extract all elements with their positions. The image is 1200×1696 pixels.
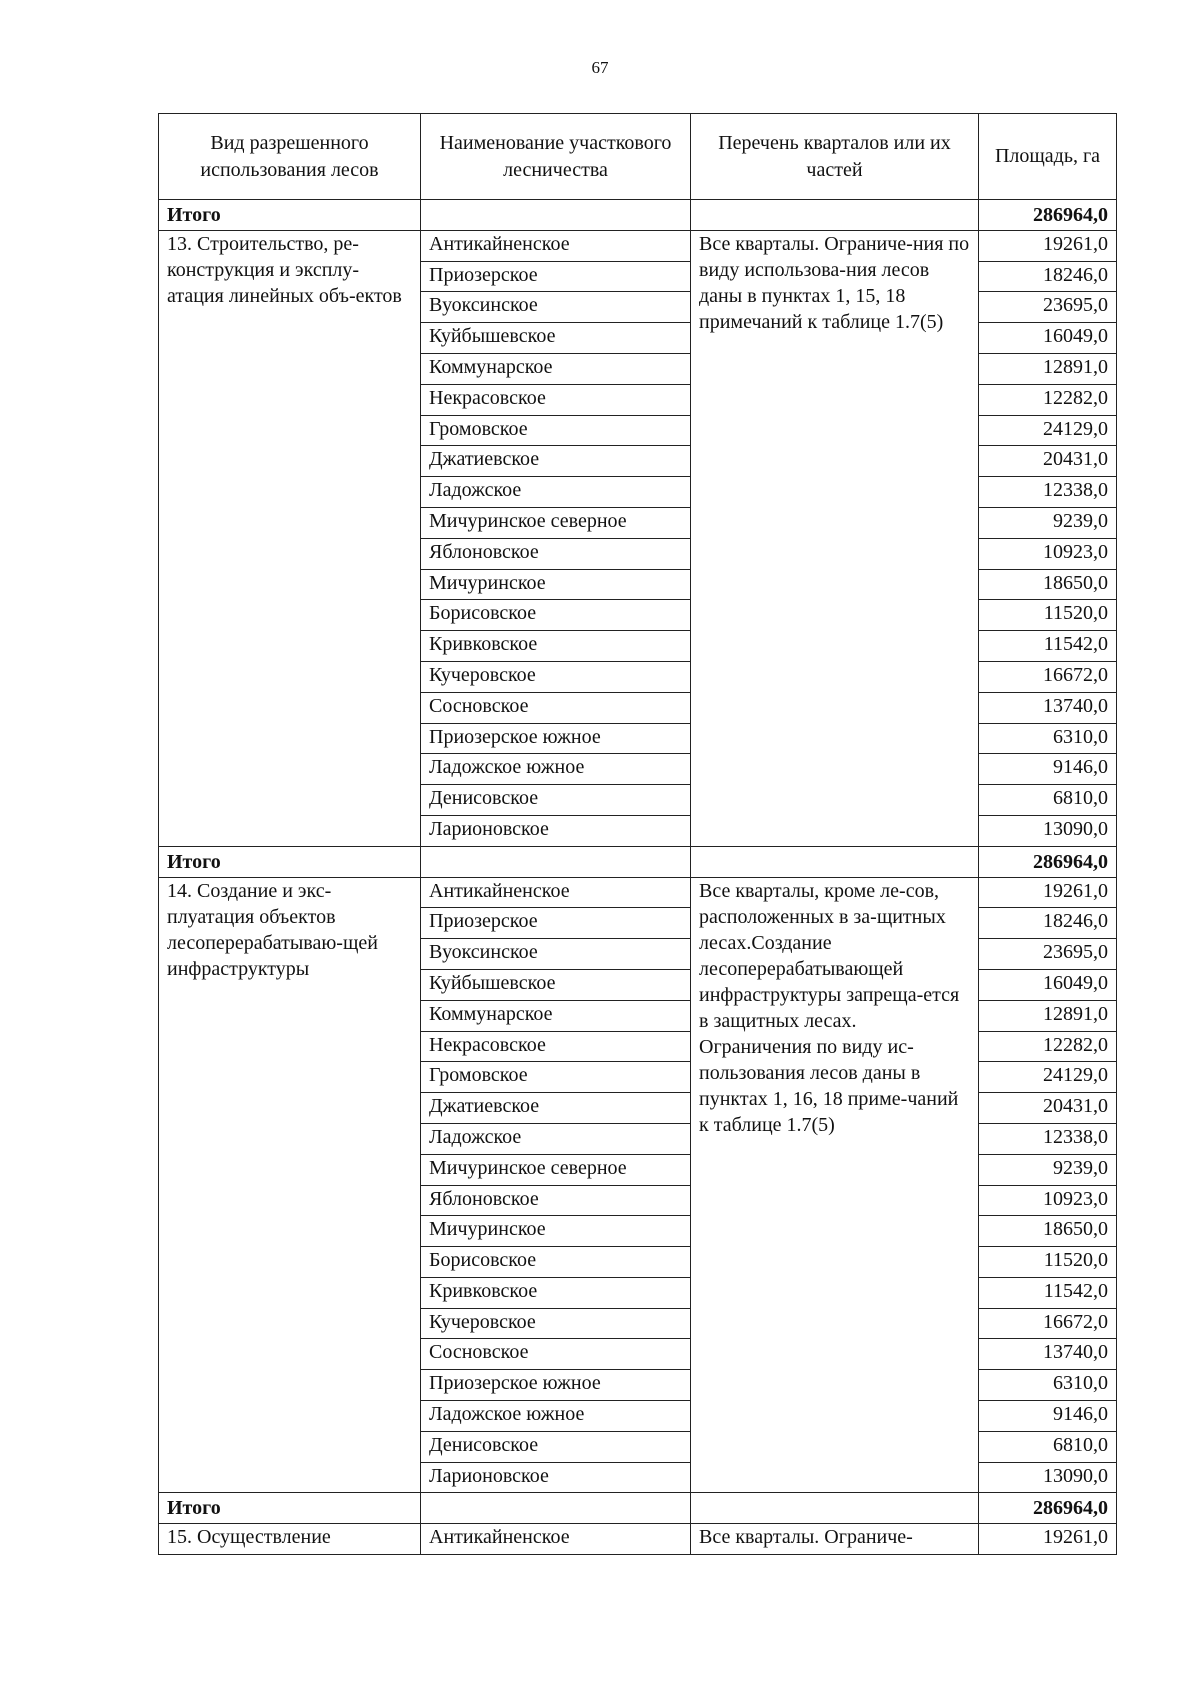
header-quarters: Перечень кварталов или их частей (691, 114, 979, 200)
area-cell: 12891,0 (979, 353, 1117, 384)
forestry-name-cell: Куйбышевское (421, 969, 691, 1000)
forestry-name-cell: Куйбышевское (421, 323, 691, 354)
forestry-name-cell: Кучеровское (421, 1308, 691, 1339)
area-cell: 13740,0 (979, 692, 1117, 723)
area-cell: 13090,0 (979, 1462, 1117, 1493)
area-cell: 10923,0 (979, 1185, 1117, 1216)
forestry-name-cell: Борисовское (421, 600, 691, 631)
forestry-name-cell: Ладожское (421, 1123, 691, 1154)
total-area: 286964,0 (979, 846, 1117, 877)
area-cell: 16672,0 (979, 1308, 1117, 1339)
total-empty-cell (421, 1493, 691, 1524)
area-cell: 9146,0 (979, 754, 1117, 785)
table-row (159, 230, 1117, 261)
area-cell: 12891,0 (979, 1000, 1117, 1031)
forestry-name-cell: Сосновское (421, 692, 691, 723)
forest-use-table (158, 113, 1117, 1555)
forestry-name-cell: Сосновское (421, 1339, 691, 1370)
area-cell: 19261,0 (979, 877, 1117, 908)
area-cell: 16049,0 (979, 969, 1117, 1000)
forestry-name-cell: Коммунарское (421, 1000, 691, 1031)
area-cell: 11520,0 (979, 1247, 1117, 1278)
total-label: Итого (159, 1493, 421, 1524)
forestry-name-cell: Мичуринское (421, 569, 691, 600)
total-empty-cell (691, 200, 979, 231)
area-cell: 11520,0 (979, 600, 1117, 631)
forestry-name-cell: Джатиевское (421, 446, 691, 477)
forestry-name-cell: Ларионовское (421, 1462, 691, 1493)
forestry-name-cell: Ларионовское (421, 815, 691, 846)
forestry-name-cell: Денисовское (421, 785, 691, 816)
area-cell: 9146,0 (979, 1401, 1117, 1432)
forestry-name-cell: Мичуринское (421, 1216, 691, 1247)
forestry-name-cell: Некрасовское (421, 384, 691, 415)
forestry-name-cell: Приозерское южное (421, 1370, 691, 1401)
total-empty-cell (691, 1493, 979, 1524)
area-cell: 6810,0 (979, 1431, 1117, 1462)
area-cell: 24129,0 (979, 415, 1117, 446)
area-cell: 6310,0 (979, 1370, 1117, 1401)
forestry-name-cell: Кривковское (421, 1277, 691, 1308)
header-type: Вид разрешенного использования лесов (159, 114, 421, 200)
area-cell: 11542,0 (979, 631, 1117, 662)
quarters-cell: Все кварталы. Ограниче- (691, 1524, 979, 1555)
area-cell: 18650,0 (979, 1216, 1117, 1247)
total-row (159, 846, 1117, 877)
area-cell: 13740,0 (979, 1339, 1117, 1370)
table-row (159, 877, 1117, 908)
area-cell: 6310,0 (979, 723, 1117, 754)
forestry-name-cell: Мичуринское северное (421, 1154, 691, 1185)
forestry-name-cell: Антикайненское (421, 1524, 691, 1555)
area-cell: 12338,0 (979, 477, 1117, 508)
header-name: Наименование участкового лесничества (421, 114, 691, 200)
forestry-name-cell: Кривковское (421, 631, 691, 662)
forestry-name-cell: Антикайненское (421, 877, 691, 908)
use-type-cell: 15. Осуществление (159, 1524, 421, 1555)
total-area: 286964,0 (979, 200, 1117, 231)
area-cell: 10923,0 (979, 538, 1117, 569)
area-cell: 11542,0 (979, 1277, 1117, 1308)
forestry-name-cell: Яблоновское (421, 1185, 691, 1216)
area-cell: 6810,0 (979, 785, 1117, 816)
forestry-name-cell: Вуоксинское (421, 939, 691, 970)
area-cell: 20431,0 (979, 446, 1117, 477)
forestry-name-cell: Ладожское южное (421, 1401, 691, 1432)
area-cell: 16049,0 (979, 323, 1117, 354)
header-area: Площадь, га (979, 114, 1117, 200)
forestry-name-cell: Приозерское (421, 261, 691, 292)
total-label: Итого (159, 200, 421, 231)
forestry-name-cell: Яблоновское (421, 538, 691, 569)
forestry-name-cell: Кучеровское (421, 661, 691, 692)
area-cell: 19261,0 (979, 230, 1117, 261)
area-cell: 18246,0 (979, 261, 1117, 292)
quarters-cell: Все кварталы, кроме ле-сов, расположенных в за-щитных лесах.Создание лесоперерабатывающей инфраструктуры запреща-ется в защитных лесах. Ограничения по виду ис-пользования лесов даны в пунктах 1, 16, 18 приме-чаний к таблице 1.7(5) (691, 877, 979, 1493)
table-row (159, 1524, 1117, 1555)
total-row (159, 1493, 1117, 1524)
forestry-name-cell: Мичуринское северное (421, 507, 691, 538)
area-cell: 18650,0 (979, 569, 1117, 600)
total-label: Итого (159, 846, 421, 877)
forestry-name-cell: Некрасовское (421, 1031, 691, 1062)
area-cell: 9239,0 (979, 507, 1117, 538)
header-row (159, 114, 1117, 200)
forestry-name-cell: Джатиевское (421, 1093, 691, 1124)
area-cell: 19261,0 (979, 1524, 1117, 1555)
area-cell: 13090,0 (979, 815, 1117, 846)
total-row (159, 200, 1117, 231)
total-empty-cell (691, 846, 979, 877)
total-empty-cell (421, 846, 691, 877)
use-type-cell: 14. Создание и экс-плуатация объектов лесоперерабатываю-щей инфраструктуры (159, 877, 421, 1493)
forestry-name-cell: Приозерское (421, 908, 691, 939)
forestry-name-cell: Коммунарское (421, 353, 691, 384)
forestry-name-cell: Вуоксинское (421, 292, 691, 323)
total-area: 286964,0 (979, 1493, 1117, 1524)
forestry-name-cell: Громовское (421, 1062, 691, 1093)
forestry-name-cell: Ладожское (421, 477, 691, 508)
area-cell: 12282,0 (979, 1031, 1117, 1062)
area-cell: 20431,0 (979, 1093, 1117, 1124)
area-cell: 23695,0 (979, 292, 1117, 323)
forestry-name-cell: Денисовское (421, 1431, 691, 1462)
use-type-cell: 13. Строительство, ре-конструкция и эксплу-атация линейных объ-ектов (159, 230, 421, 846)
forestry-name-cell: Громовское (421, 415, 691, 446)
forestry-name-cell: Приозерское южное (421, 723, 691, 754)
area-cell: 18246,0 (979, 908, 1117, 939)
area-cell: 24129,0 (979, 1062, 1117, 1093)
quarters-cell: Все кварталы. Ограниче-ния по виду использова-ния лесов даны в пунктах 1, 15, 18 примечаний к таблице 1.7(5) (691, 230, 979, 846)
area-cell: 16672,0 (979, 661, 1117, 692)
forestry-name-cell: Борисовское (421, 1247, 691, 1278)
area-cell: 12282,0 (979, 384, 1117, 415)
area-cell: 12338,0 (979, 1123, 1117, 1154)
area-cell: 23695,0 (979, 939, 1117, 970)
table-body (159, 200, 1117, 1555)
forestry-name-cell: Ладожское южное (421, 754, 691, 785)
forestry-name-cell: Антикайненское (421, 230, 691, 261)
area-cell: 9239,0 (979, 1154, 1117, 1185)
page-number: 67 (591, 58, 609, 77)
total-empty-cell (421, 200, 691, 231)
